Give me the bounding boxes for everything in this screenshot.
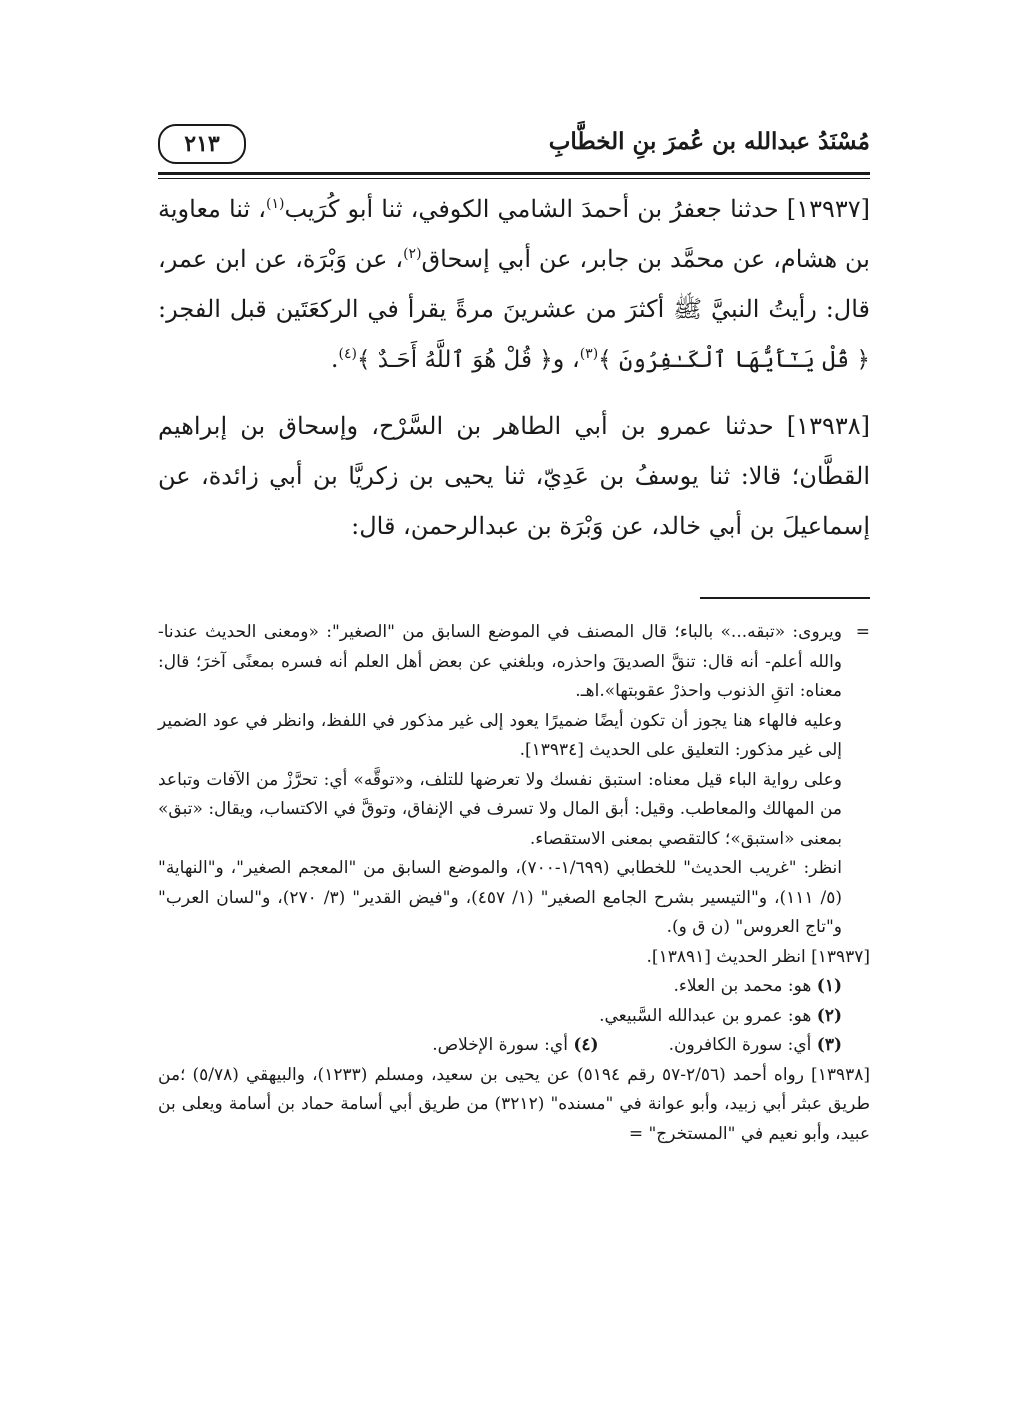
hadith-13937 (158, 184, 870, 385)
hadith-text: . (330, 345, 339, 373)
continuation-mark: = (855, 622, 870, 642)
hadith-13938: [١٣٩٣٨] حدثنا عمرو بن أبي الطاهر بن السَّرْح، وإسحاق بن إبراهيم القطَّان؛ قالا: ثنا يوسفُ بن عَدِيّ، ثنا يحيى بن زكريَّا بن أبي زائدة، عن إسماعيلَ بن أبي خالد، عن وَبْرَة بن عبدالرحمن، قال: (158, 412, 870, 540)
main-text (158, 184, 870, 551)
hadith-text: [١٣٩٣٧] حدثنا جعفرُ بن أحمدَ الشامي الكوفي، ثنا أبو كُرَيب (284, 195, 871, 223)
footnote-text: هو: محمد بن العلاء. (673, 976, 812, 996)
header-rule-thin (158, 178, 870, 179)
footnote-separator (700, 597, 870, 599)
footnote-ref: (١) (266, 196, 285, 212)
note-text: ويروى: «تبقه...» بالباء؛ قال المصنف في الموضع السابق من "الصغير": «ومعنى الحديث عندنا- والله أعلم- أنه قال: تنقَّ الصديقَ واحذره، وبلغني عن بعض أهل العلم أنه فسره بمعنًى آخرَ؛ قال: معناه: اتقِ الذنوب واحذرْ عقوبتها».اهـ. (158, 622, 842, 701)
page-number: ٢١٣ (158, 124, 246, 164)
hadith-text: ، ثنا معاوية بن هشام، عن محمَّد بن جابر، عن أبي إسحاق (158, 195, 870, 273)
footnote-ref: (٤) (338, 346, 357, 362)
footnotes-3-4 (158, 1031, 870, 1061)
note-ref-13938: [١٣٩٣٨] رواه أحمد (٢/٥٦-٥٧ رقم ٥١٩٤) عن يحيى بن سعيد، ومسلم (١٢٣٣)، والبيهقي (٥/٧٨) ؛من طريق عبثر أبي زبيد، وأبو عوانة في "مسنده" (٣٢١٢) من طريق أبي أسامة حماد بن أسامة ويعلى بن عبيد، وأبو نعيم في "المستخرج" = (158, 1064, 870, 1144)
note-paragraph: وعليه فالهاء هنا يجوز أن تكون أيضًا ضميرًا يعود إلى غير مذكور في اللفظ، وانظر في عود الضمير إلى غير مذكور: التعليق على الحديث [١٣٩٣٤]. (158, 710, 842, 760)
header-rule-thick (158, 172, 870, 175)
hadith-text: ، و (552, 345, 580, 373)
page-header (158, 118, 870, 174)
footnote-text: أي: سورة الكافرون. (668, 1035, 812, 1055)
footnote-text: أي: سورة الإخلاص. (432, 1035, 568, 1055)
footnote-3 (669, 1031, 842, 1061)
quran-quote: ﴿ قُلْ هُوَ ٱللَّهُ أَحَـدٌ ﴾ (356, 347, 553, 373)
footnote-number: (٣) (816, 1035, 842, 1055)
note-paragraph: انظر: "غريب الحديث" للخطابي (١/٦٩٩-٧٠٠)، والموضع السابق من "المعجم الصغير"، و"النهاية" (٥/ ١١١)، و"التيسير بشرح الجامع الصغير" (١/ ٤٥٧)، و"فيض القدير" (٣/ ٢٧٠)، و"لسان العرب" و"تاج العروس" (ن ق و). (158, 858, 843, 937)
footnote-number: (٤) (573, 1035, 599, 1055)
note-paragraph (158, 618, 870, 707)
running-title: مُسْنَدُ عبدالله بن عُمرَ بنِ الخطَّابِ (548, 128, 870, 155)
footnote-1 (158, 972, 870, 1002)
quran-quote: ﴿ قُلْ يَـٰٓأَيُّهَا ٱلْكَـٰفِرُونَ ﴾ (598, 347, 870, 373)
footnote-ref: (٣) (579, 346, 599, 362)
note-ref-13937: [١٣٩٣٧] انظر الحديث [١٣٨٩١]. (646, 946, 870, 967)
footnote-ref: (٢) (403, 246, 422, 262)
footnote-4 (432, 1031, 598, 1061)
hadith-text: ، عن وَبْرَة، عن ابن عمر، قال: رأيتُ النبيَّ ﷺ أكثرَ من عشرينَ مرةً يقرأ في الركعَتَين قبل الفجر: (158, 245, 870, 323)
note-paragraph: وعلى رواية الباء قيل معناه: استبق نفسك ولا تعرضها للتلف، و«توقَّه» أي: تحرَّزْ من الآفات وتباعد من المهالك والمعاطب. وقيل: أبق المال ولا تسرف في الإنفاق، وتوقَّ في الاكتساب، ويقال: «تبق» بمعنى «استبق»؛ كالتقصي بمعنى الاستقصاء. (158, 769, 842, 849)
footnote-2 (158, 1002, 870, 1032)
footnote-text: هو: عمرو بن عبدالله السَّبيعي. (599, 1005, 812, 1026)
footnote-number: (١) (816, 976, 842, 996)
footnotes (158, 618, 870, 1149)
footnote-number: (٢) (816, 1005, 842, 1026)
